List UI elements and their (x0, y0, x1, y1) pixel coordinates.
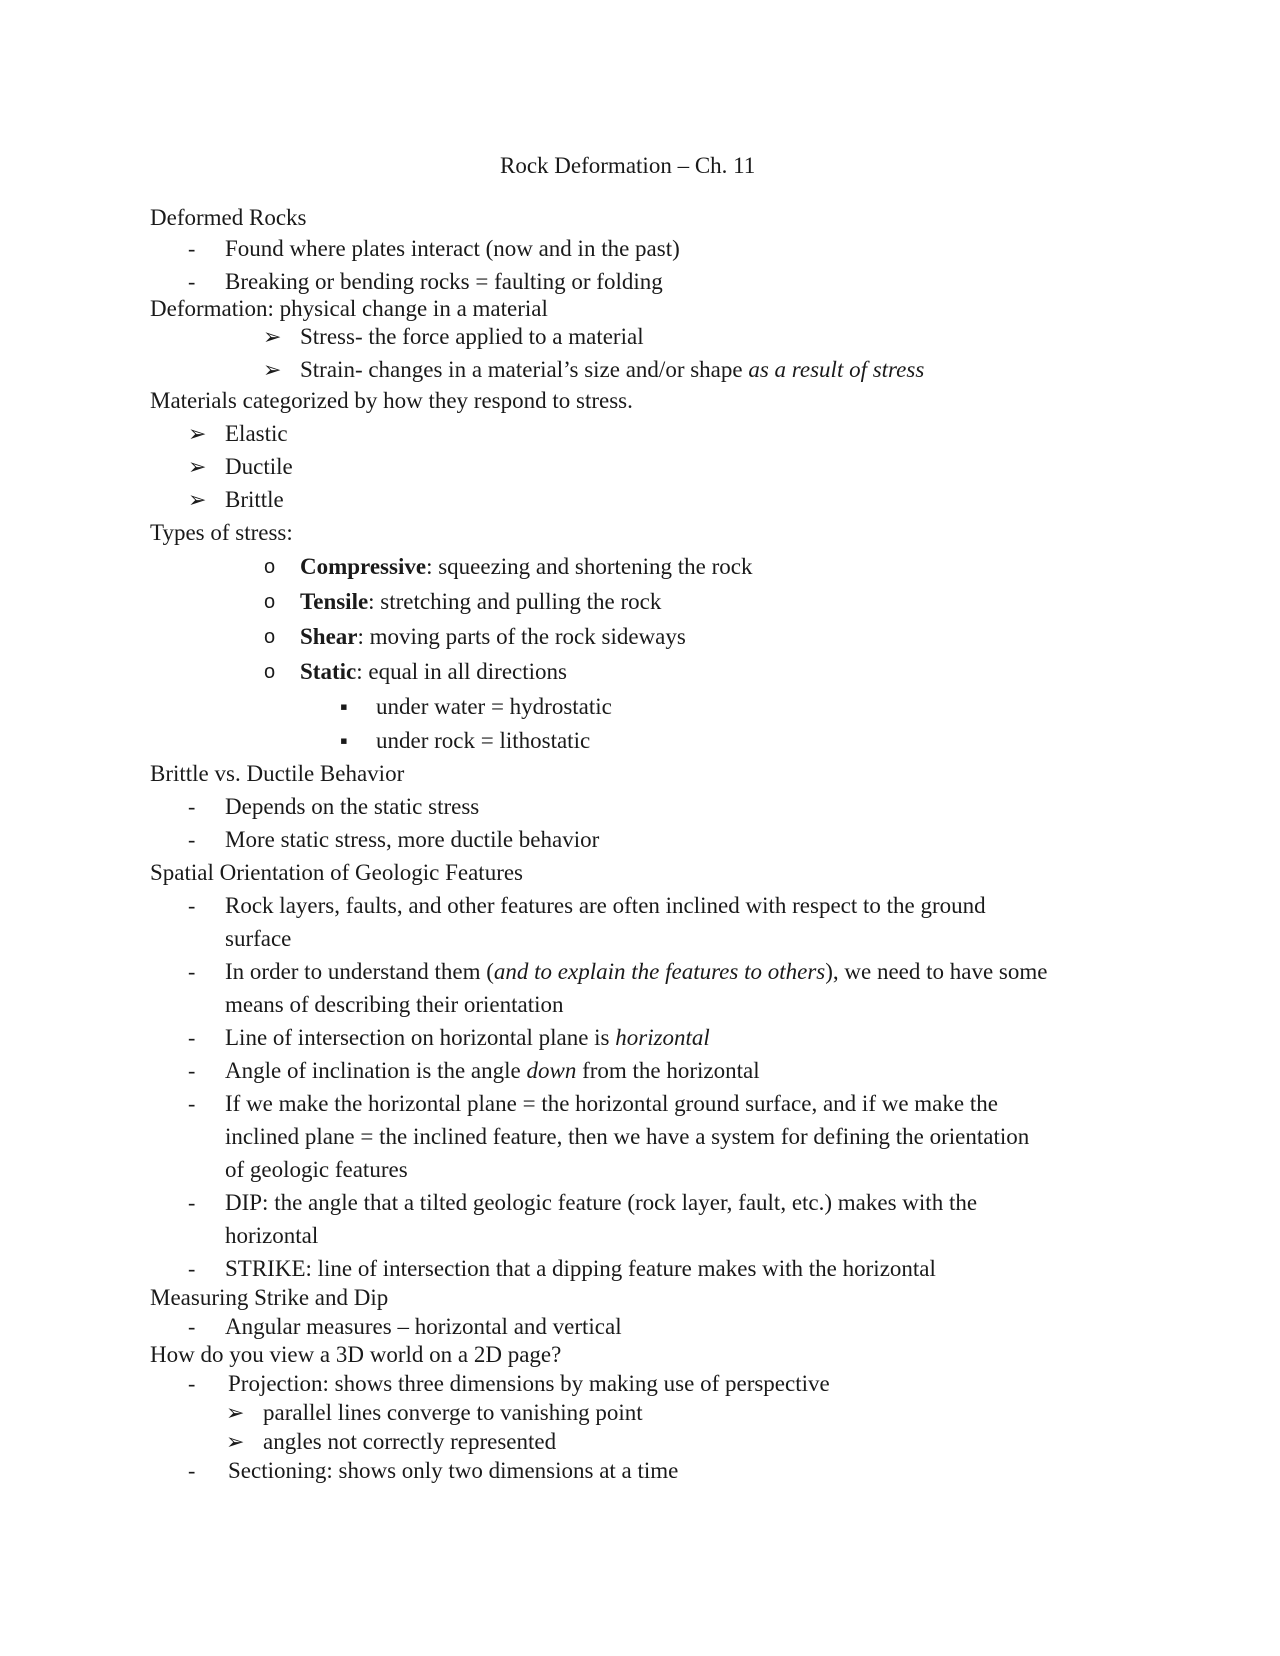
list-item-stress: Stress- the force applied to a material (300, 324, 644, 349)
dash-bullet: - (188, 1025, 196, 1050)
heading-brittle-ductile: Brittle vs. Ductile Behavior (150, 761, 405, 786)
page-title: Rock Deformation – Ch. 11 (500, 153, 756, 178)
list-item-continued: means of describing their orientation (225, 992, 564, 1017)
circle-bullet-icon: o (264, 556, 276, 578)
arrow-bullet-icon: ➢ (226, 1429, 245, 1454)
dash-bullet: - (188, 893, 196, 918)
dash-bullet: - (188, 794, 196, 819)
list-item: STRIKE: line of intersection that a dipping feature makes with the horizontal (225, 1256, 936, 1281)
list-item: Rock layers, faults, and other features are often inclined with respect to the ground (225, 893, 986, 918)
list-item: Breaking or bending rocks = faulting or folding (225, 269, 663, 294)
list-item-shear: Shear: moving parts of the rock sideways (300, 624, 686, 649)
list-item: Angular measures – horizontal and vertical (225, 1314, 622, 1339)
list-item-compressive: Compressive: squeezing and shortening the rock (300, 554, 753, 579)
dash-bullet: - (188, 1058, 196, 1083)
heading-deformation: Deformation: physical change in a material (150, 296, 548, 321)
dash-bullet: - (188, 1091, 196, 1116)
list-item-continued: surface (225, 926, 292, 951)
heading-3d-view: How do you view a 3D world on a 2D page? (150, 1342, 562, 1367)
square-bullet-icon: ▪ (340, 694, 348, 719)
list-item: under water = hydrostatic (376, 694, 612, 719)
list-item: In order to understand them (and to explain the features to others), we need to have some (225, 959, 1048, 984)
dash-bullet: - (188, 236, 196, 261)
list-item-continued: of geologic features (225, 1157, 408, 1182)
list-item: DIP: the angle that a tilted geologic feature (rock layer, fault, etc.) makes with the (225, 1190, 978, 1215)
dash-bullet: - (188, 959, 196, 984)
heading-materials: Materials categorized by how they respond to stress. (150, 388, 633, 413)
circle-bullet-icon: o (264, 661, 276, 683)
heading-stress-types: Types of stress: (150, 520, 293, 545)
arrow-bullet-icon: ➢ (188, 421, 207, 446)
list-item: More static stress, more ductile behavior (225, 827, 600, 852)
list-item: angles not correctly represented (263, 1429, 557, 1454)
dash-bullet: - (188, 1190, 196, 1215)
arrow-bullet-icon: ➢ (263, 324, 282, 349)
heading-deformed-rocks: Deformed Rocks (150, 205, 307, 230)
heading-spatial-orientation: Spatial Orientation of Geologic Features (150, 860, 524, 885)
list-item: Depends on the static stress (225, 794, 480, 819)
list-item-continued: horizontal (225, 1223, 319, 1248)
dash-bullet: - (188, 1458, 196, 1483)
arrow-bullet-icon: ➢ (263, 357, 282, 382)
dash-bullet: - (188, 1256, 196, 1281)
square-bullet-icon: ▪ (340, 728, 348, 753)
list-item: under rock = lithostatic (376, 728, 591, 753)
list-item: Brittle (225, 487, 284, 512)
dash-bullet: - (188, 269, 196, 294)
list-item-tensile: Tensile: stretching and pulling the rock (300, 589, 662, 614)
dash-bullet: - (188, 1371, 196, 1396)
list-item: Line of intersection on horizontal plane is horizontal (225, 1025, 710, 1050)
dash-bullet: - (188, 1314, 196, 1339)
list-item: If we make the horizontal plane = the horizontal ground surface, and if we make the (225, 1091, 998, 1116)
arrow-bullet-icon: ➢ (188, 454, 207, 479)
list-item-static: Static: equal in all directions (300, 659, 567, 684)
circle-bullet-icon: o (264, 591, 276, 613)
circle-bullet-icon: o (264, 626, 276, 648)
arrow-bullet-icon: ➢ (226, 1400, 245, 1425)
list-item: Found where plates interact (now and in the past) (225, 236, 680, 261)
heading-measuring: Measuring Strike and Dip (150, 1285, 389, 1310)
list-item: Ductile (225, 454, 293, 479)
dash-bullet: - (188, 827, 196, 852)
list-item-projection: Projection: shows three dimensions by making use of perspective (228, 1371, 830, 1396)
arrow-bullet-icon: ➢ (188, 487, 207, 512)
list-item-sectioning: Sectioning: shows only two dimensions at a time (228, 1458, 679, 1483)
list-item: Elastic (225, 421, 288, 446)
list-item: Angle of inclination is the angle down from the horizontal (225, 1058, 760, 1083)
list-item-continued: inclined plane = the inclined feature, then we have a system for defining the orientation (225, 1124, 1030, 1149)
list-item-strain: Strain- changes in a material’s size and/or shape as a result of stress (300, 357, 925, 382)
list-item: parallel lines converge to vanishing point (263, 1400, 643, 1425)
